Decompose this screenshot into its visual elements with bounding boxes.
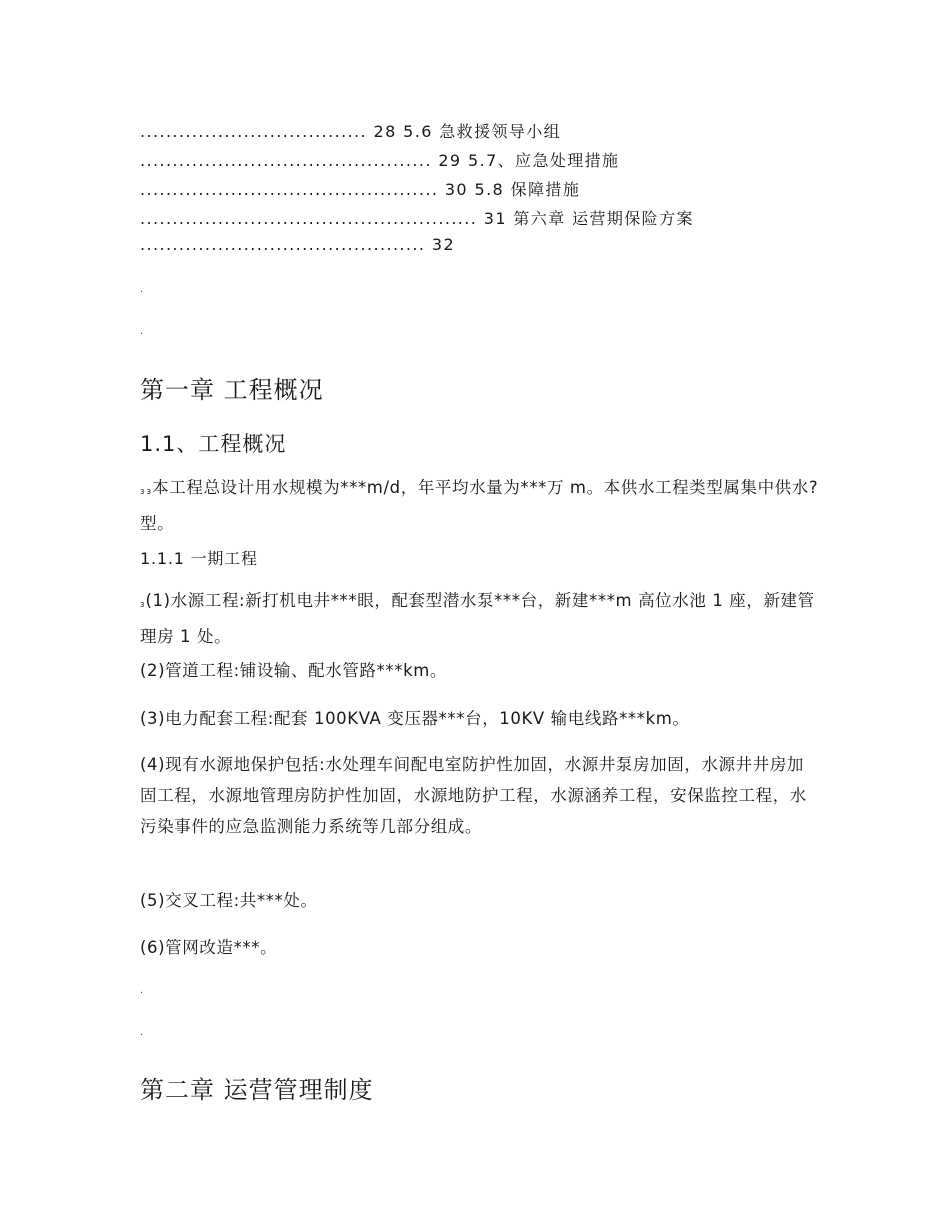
paragraph-item6: (6)管网改造***。 bbox=[140, 938, 278, 957]
paragraph-item1 bbox=[140, 585, 820, 652]
toc-line: .................................................... 31 第六章 运营期保险方案 bbox=[140, 209, 694, 228]
toc-line: ................................... 28 5.6 急救援领导小组 bbox=[140, 122, 562, 141]
toc-line: ............................................ 32 bbox=[140, 235, 456, 254]
paragraph-intro bbox=[140, 472, 820, 539]
paragraph-item3: (3)电力配套工程:配套 100KVA 变压器***台，10KV 输电线路***km。 bbox=[140, 709, 690, 728]
chapter-title: 第二章 运营管理制度 bbox=[140, 1076, 374, 1104]
superscript-marker: 3 bbox=[140, 601, 145, 609]
subsection-title: 1.1.1 一期工程 bbox=[140, 549, 258, 568]
separator-dot: . bbox=[140, 985, 145, 996]
paragraph-text: (1)水源工程:新打机电井***眼，配套型潜水泵***台，新建***m 高位水池 1 座，新建管理房 1 处。 bbox=[140, 591, 815, 646]
paragraph-text: 本工程总设计用水规模为***m/d，年平均水量为***万 m。本供水工程类型属集中供水?型。 bbox=[140, 478, 819, 533]
chapter-title: 第一章 工程概况 bbox=[140, 376, 324, 404]
toc-line: ............................................. 29 5.7、应急处理措施 bbox=[140, 151, 620, 170]
separator-dot: . bbox=[140, 284, 145, 295]
paragraph-item5: (5)交叉工程:共***处。 bbox=[140, 891, 318, 910]
section-title: 1.1、工程概况 bbox=[140, 432, 287, 456]
paragraph-item2: (2)管道工程:铺设输、配水管路***km。 bbox=[140, 661, 448, 680]
paragraph-item4: (4)现有水源地保护包括:水处理车间配电室防护性加固，水源井泵房加固，水源井井房加固工程，水源地管理房防护性加固，水源地防护工程，水源涵养工程，安保监控工程，水污染事件的应急监测能力系统等几部分组成。 bbox=[140, 755, 807, 836]
superscript-marker: 3 3 bbox=[140, 488, 152, 496]
separator-dot: . bbox=[140, 326, 145, 337]
toc-line: .............................................. 30 5.8 保障措施 bbox=[140, 180, 581, 199]
separator-dot: . bbox=[140, 1027, 145, 1038]
